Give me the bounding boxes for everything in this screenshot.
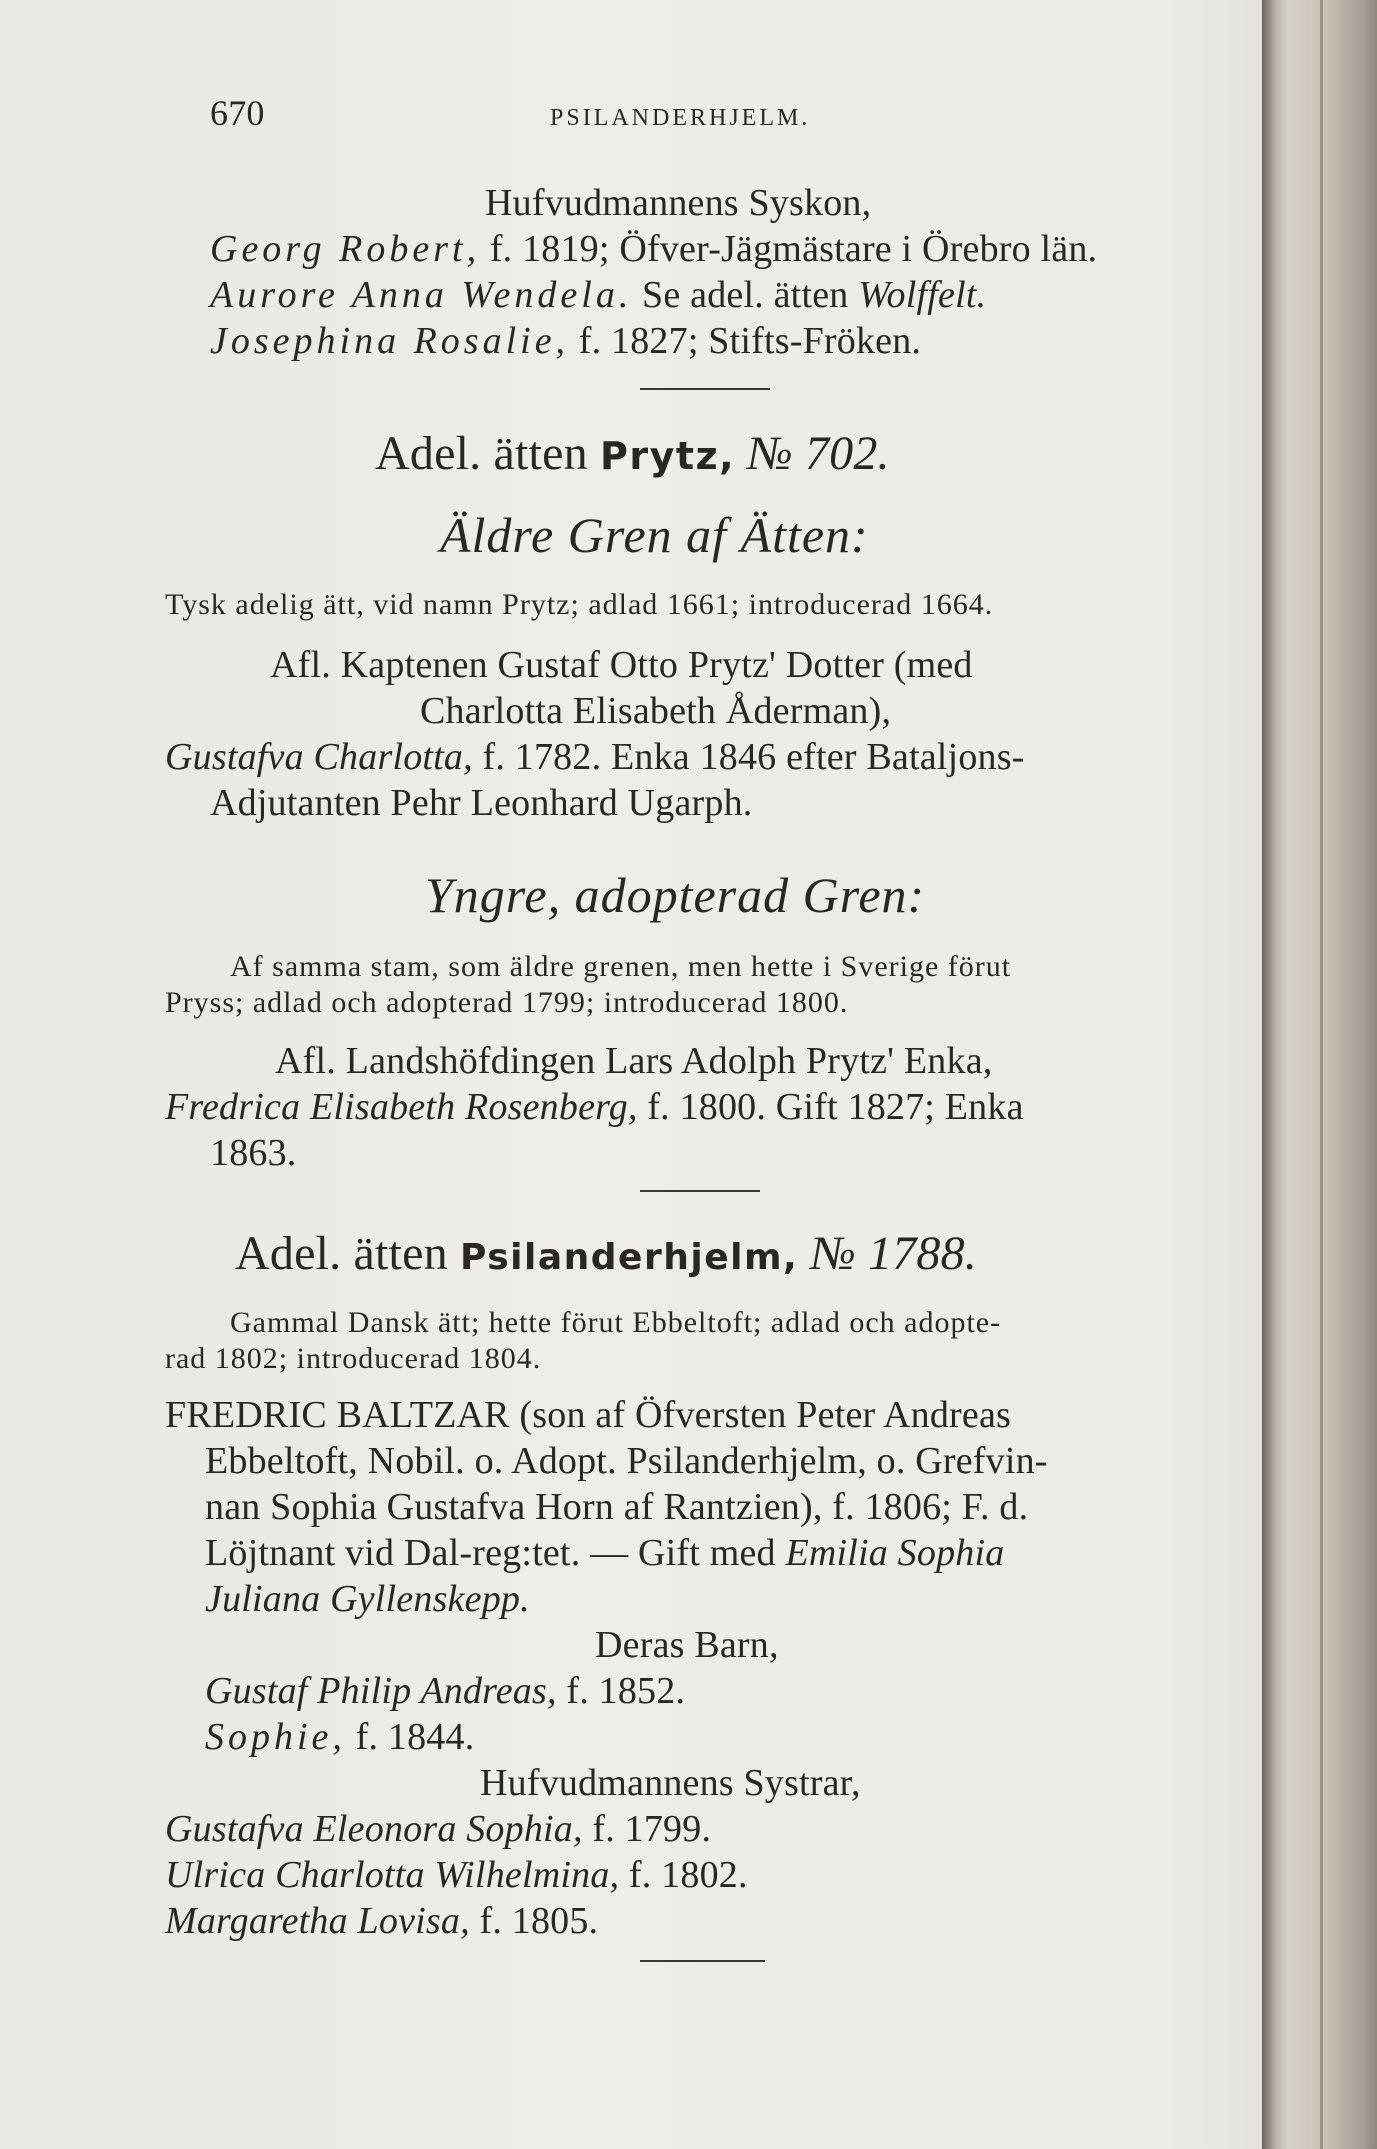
head-line: Ebbeltoft, Nobil. o. Adopt. Psilanderhjelm, o. Grefvin- — [205, 1440, 1048, 1482]
person-name: Gustafva Charlotta, — [165, 736, 473, 778]
head-line: nan Sophia Gustafva Horn af Rantzien), f. 1806; F. d. — [205, 1486, 1029, 1528]
family-number: № 702. — [747, 427, 890, 480]
book-page-edge — [1262, 0, 1377, 2149]
sister-name: Ulrica Charlotta Wilhelmina, — [165, 1854, 620, 1896]
children-title: Deras Barn, — [595, 1624, 779, 1666]
sibling-line — [210, 276, 986, 314]
family-number: № 1788. — [810, 1227, 978, 1280]
family-name: Prytz, — [600, 434, 736, 478]
running-title: PSILANDERHJELM. — [550, 105, 811, 131]
younger-intro: Af samma stam, som äldre grenen, men hette i Sverige förut — [230, 950, 1012, 983]
sisters-title: Hufvudmannens Systrar, — [480, 1762, 861, 1804]
heading-prefix: Adel. ätten — [375, 427, 588, 480]
psil-intro: Gammal Dansk ätt; hette förut Ebbeltoft; adlad och adopte- — [230, 1306, 1002, 1339]
head-line — [205, 1534, 1004, 1572]
person-detail: f. 1782. Enka 1846 efter Bataljons- — [482, 736, 1025, 778]
head-line: FREDRIC BALTZAR (son af Öfversten Peter Andreas — [165, 1394, 1011, 1436]
sibling-detail: f. 1827; Stifts-Fröken. — [578, 320, 922, 362]
sister-name: Margaretha Lovisa, — [165, 1900, 470, 1942]
elder-branch-title: Äldre Gren af Ätten: — [440, 507, 869, 563]
section-divider — [640, 388, 770, 390]
child-name: Gustaf Philip Andreas, — [205, 1670, 557, 1712]
sibling-reference: Wolffelt. — [858, 274, 987, 316]
elder-line: Charlotta Elisabeth Åderman), — [420, 690, 892, 732]
sister-line — [165, 1856, 748, 1894]
younger-line: Afl. Landshöfdingen Lars Adolph Prytz' Enka, — [275, 1040, 993, 1082]
sister-detail: f. 1802. — [628, 1854, 748, 1896]
sister-line — [165, 1902, 598, 1940]
elder-line: Afl. Kaptenen Gustaf Otto Prytz' Dotter (med — [270, 644, 973, 686]
child-name: Sophie, — [205, 1716, 346, 1758]
sibling-line — [210, 322, 921, 360]
section-divider — [640, 1190, 760, 1192]
child-line — [205, 1718, 474, 1756]
younger-intro: Pryss; adlad och adopterad 1799; introducerad 1800. — [165, 986, 849, 1019]
wife-name-cont: Juliana Gyllenskepp. — [205, 1578, 530, 1620]
sister-name: Gustafva Eleonora Sophia, — [165, 1808, 583, 1850]
psil-intro: rad 1802; introducerad 1804. — [165, 1342, 542, 1375]
sibling-name: Josephina Rosalie, — [210, 320, 570, 362]
page-number: 670 — [210, 93, 265, 133]
sibling-line — [210, 230, 1097, 268]
page-text — [150, 0, 1210, 2149]
sister-detail: f. 1799. — [592, 1808, 712, 1850]
heading-prefix: Adel. ätten — [235, 1227, 448, 1280]
younger-person-line — [165, 1088, 1024, 1126]
sibling-detail: Se adel. ätten — [642, 274, 849, 316]
younger-branch-title: Yngre, adopterad Gren: — [425, 867, 926, 923]
child-line — [205, 1672, 685, 1710]
child-detail: f. 1852. — [566, 1670, 686, 1712]
sister-line — [165, 1810, 711, 1848]
siblings-title: Hufvudmannens Syskon, — [485, 182, 872, 224]
sibling-detail: f. 1819; Öfver-Jägmästare i Örebro län. — [489, 228, 1098, 270]
elder-branch-intro: Tysk adelig ätt, vid namn Prytz; adlad 1661; introducerad 1664. — [165, 588, 994, 621]
family-name: Psilanderhjelm, — [460, 1237, 799, 1278]
section-divider — [640, 1960, 765, 1962]
person-detail: f. 1800. Gift 1827; Enka — [647, 1086, 1024, 1128]
child-detail: f. 1844. — [355, 1716, 475, 1758]
person-name: Fredrica Elisabeth Rosenberg, — [165, 1086, 638, 1128]
younger-tail: 1863. — [210, 1132, 297, 1174]
sibling-name: Georg Robert, — [210, 228, 481, 270]
elder-person-line — [165, 738, 1025, 776]
wife-name: Emilia Sophia — [785, 1532, 1005, 1574]
head-line-text: Löjtnant vid Dal-reg:tet. — Gift med — [205, 1532, 776, 1574]
psil-heading — [235, 1227, 978, 1280]
sister-detail: f. 1805. — [479, 1900, 599, 1942]
elder-tail: Adjutanten Pehr Leonhard Ugarph. — [210, 782, 753, 824]
sibling-name: Aurore Anna Wendela. — [210, 274, 633, 316]
prytz-heading — [375, 427, 890, 480]
